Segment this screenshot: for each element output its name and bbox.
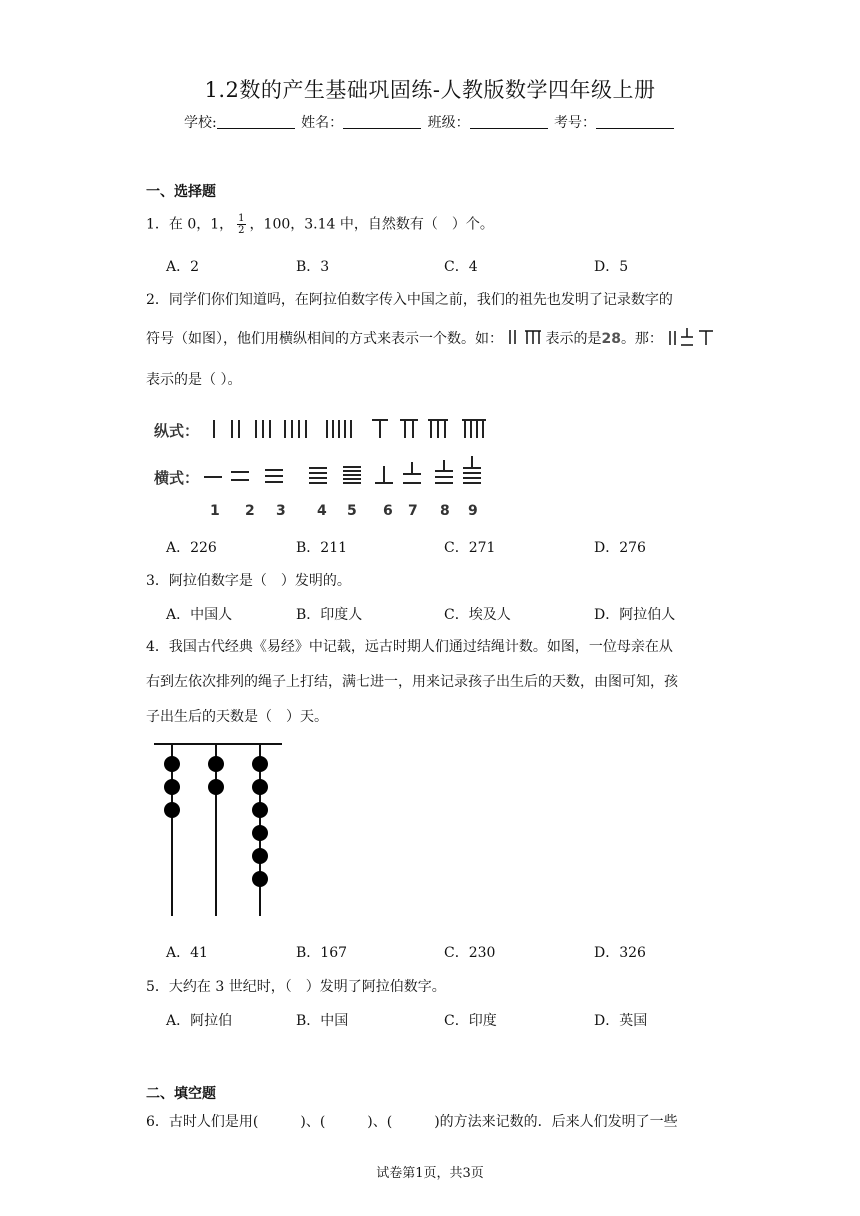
q3-option-c: C．埃及人	[444, 607, 511, 623]
knot	[208, 756, 224, 772]
question-4-line3: 子出生后的天数是（ ）天。	[146, 709, 328, 725]
q3-option-b: B．印度人	[296, 607, 363, 623]
q2-option-a: A．226	[166, 540, 217, 556]
vertical-form-label: 纵式：	[154, 422, 200, 440]
digit-label: 2	[245, 503, 255, 519]
q1-prefix: 1．在 0，1，	[146, 216, 234, 233]
vertical-rod-numerals	[214, 420, 486, 438]
q4-option-a: A．41	[166, 945, 208, 961]
q2-option-b: B．211	[296, 540, 348, 556]
question-6: 6．古时人们是用( )、( )、( )的方法来记数的．后来人们发明了一些	[146, 1114, 678, 1130]
digit-label: 7	[408, 503, 418, 519]
digit-label: 4	[317, 503, 327, 519]
digit-label: 3	[276, 503, 286, 519]
q2-option-d: D．276	[594, 540, 646, 556]
number-blank	[596, 114, 674, 129]
q2-example-value: 28	[601, 331, 621, 347]
q1-suffix: ，100，3.14 中，自然数有（ ）个。	[249, 216, 494, 233]
name-blank	[343, 114, 421, 129]
question-2-line3: 表示的是（ ）。	[146, 372, 242, 388]
q4-option-c: C．230	[444, 945, 496, 961]
q1-option-b: B．3	[296, 259, 330, 275]
knot	[252, 756, 268, 772]
question-5: 5．大约在 3 世纪时，（ ）发明了阿拉伯数字。	[146, 979, 446, 995]
knot	[208, 779, 224, 795]
question-1	[146, 213, 494, 236]
q5-option-a: A．阿拉伯	[166, 1013, 233, 1029]
knot	[164, 802, 180, 818]
digit-label: 8	[440, 503, 450, 519]
section-heading-choice: 一、选择题	[146, 184, 216, 200]
q2-option-c: C．271	[444, 540, 496, 556]
rod-numeral-figure	[146, 410, 506, 522]
knot	[252, 802, 268, 818]
q1-option-a: A．2	[166, 259, 200, 275]
number-label: 考号：	[554, 115, 597, 131]
fraction-denominator: 2	[238, 225, 245, 236]
q3-option-a: A．中国人	[166, 607, 233, 623]
digit-label: 1	[210, 503, 220, 519]
fraction-one-half	[237, 213, 245, 236]
q1-option-d: D．5	[594, 259, 629, 275]
class-label: 班级：	[427, 115, 470, 131]
question-2-line2	[146, 327, 715, 348]
question-3: 3．阿拉伯数字是（ ）发明的。	[146, 573, 351, 589]
horizontal-rod-numerals	[204, 456, 481, 483]
knot	[252, 779, 268, 795]
question-2-line1: 2．同学们你们知道吗，在阿拉伯数字传入中国之前，我们的祖先也发明了记录数字的	[146, 292, 673, 308]
knotted-rope-figure	[150, 738, 286, 920]
knot	[252, 825, 268, 841]
digit-label: 5	[347, 503, 357, 519]
page-title: 1.2数的产生基础巩固练-人教版数学四年级上册	[204, 78, 656, 102]
question-4-line2: 右到左依次排列的绳子上打结，满七进一，用来记录孩子出生后的天数，由图可知，孩	[146, 674, 678, 690]
rod-numeral-28-icon	[507, 328, 545, 346]
page-footer: 试卷第1页，共3页	[376, 1166, 484, 1181]
q3-option-d: D．阿拉伯人	[594, 607, 676, 623]
q4-option-d: D．326	[594, 945, 646, 961]
digit-label: 6	[383, 503, 393, 519]
fraction-numerator: 1	[238, 213, 245, 224]
school-label: 学校:	[183, 115, 217, 131]
name-label: 姓名：	[301, 115, 344, 131]
q2-line2-mid: 表示的是	[545, 331, 602, 347]
knot	[164, 779, 180, 795]
horizontal-form-label: 横式：	[154, 469, 200, 487]
q5-option-b: B．中国	[296, 1013, 349, 1029]
student-info-line	[0, 112, 860, 132]
q2-line2-start: 符号（如图），他们用横纵相间的方式来表示一个数。如：	[146, 331, 503, 347]
section-heading-fill-in: 二、填空题	[146, 1086, 216, 1102]
rod-numeral-question-icon	[667, 327, 715, 347]
q5-option-d: D．英国	[594, 1013, 648, 1029]
digit-label: 9	[468, 503, 478, 519]
q2-line2-end: 。那：	[620, 331, 663, 347]
class-blank	[470, 114, 548, 129]
q5-option-c: C．印度	[444, 1013, 497, 1029]
question-4-line1: 4．我国古代经典《易经》中记载，远古时期人们通过结绳计数。如图，一位母亲在从	[146, 639, 673, 655]
q1-option-c: C．4	[444, 259, 478, 275]
rod-digit-labels	[210, 503, 478, 519]
knot	[252, 871, 268, 887]
knot	[252, 848, 268, 864]
school-blank	[217, 114, 295, 129]
q4-option-b: B．167	[296, 945, 348, 961]
knot	[164, 756, 180, 772]
